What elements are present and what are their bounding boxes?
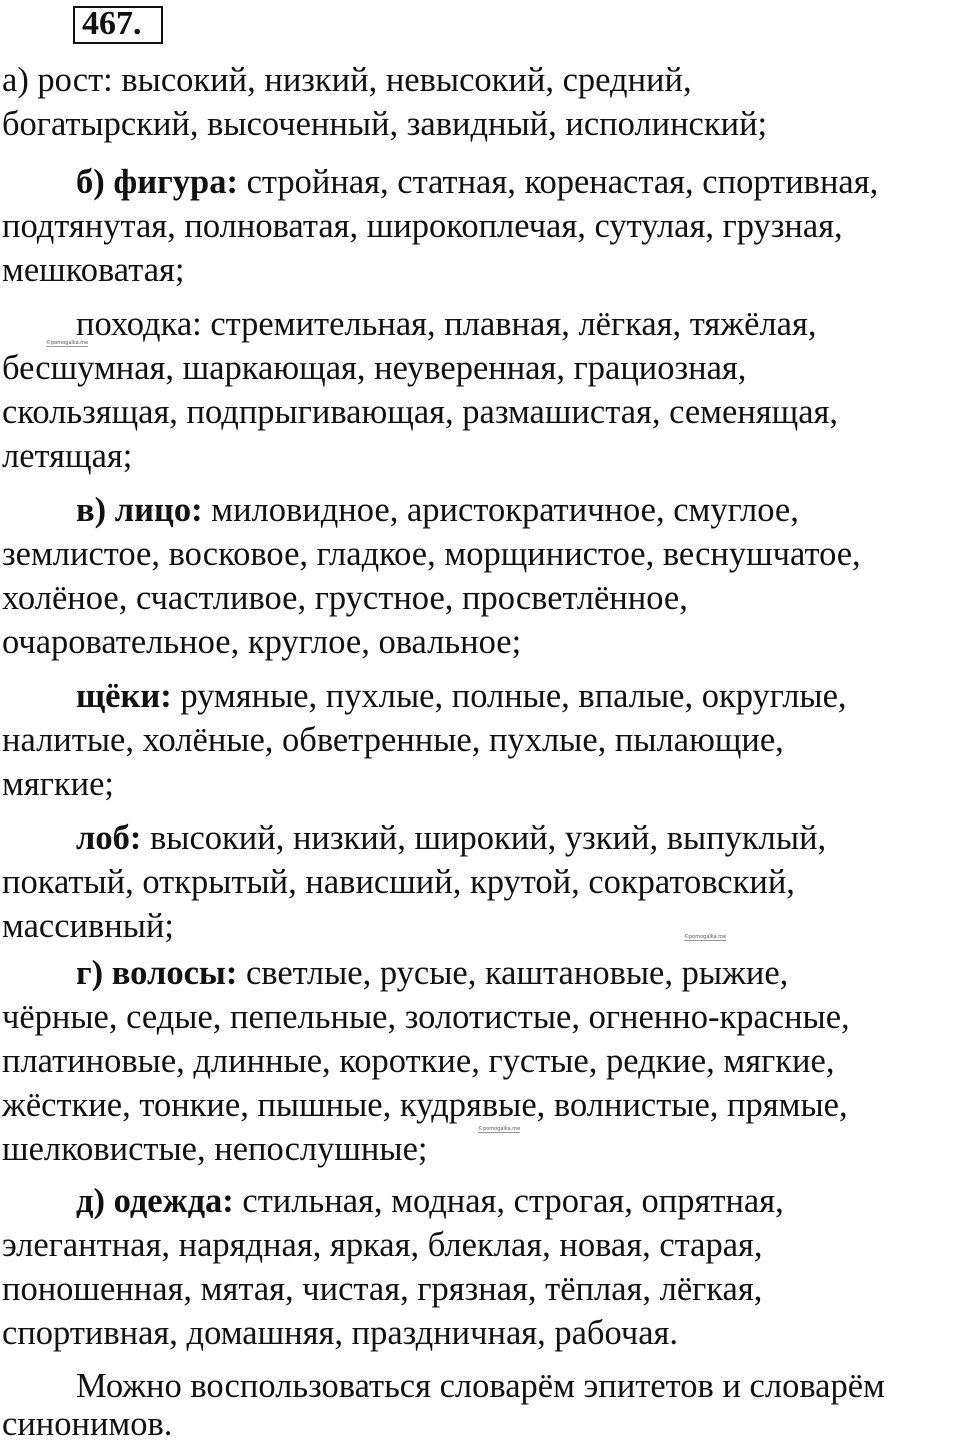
watermark: ©pomogalka.me xyxy=(46,340,89,346)
text-line: подтянутая, полноватая, широкоплечая, сутулая, грузная, xyxy=(2,207,843,245)
text-line: элегантная, нарядная, яркая, блеклая, новая, старая, xyxy=(2,1226,763,1264)
text-line: г) волосы: светлые, русые, каштановые, рыжие, xyxy=(76,954,789,992)
text-line: б) фигура: стройная, статная, коренастая, спортивная, xyxy=(76,163,879,201)
text-line: платиновые, длинные, короткие, густые, редкие, мягкие, xyxy=(2,1042,835,1080)
text-line: Можно воспользоваться словарём эпитетов и словарём xyxy=(76,1367,885,1405)
text-line: покатый, открытый, нависший, крутой, сократовский, xyxy=(2,863,795,901)
text-line: походка: стремительная, плавная, лёгкая, тяжёлая, xyxy=(76,305,817,343)
text-line: бесшумная, шаркающая, неуверенная, грациозная, xyxy=(2,349,747,387)
text-line: землистое, восковое, гладкое, морщинистое, веснушчатое, xyxy=(2,535,861,573)
text-line: щёки: румяные, пухлые, полные, впалые, округлые, xyxy=(76,677,847,715)
text-line: жёсткие, тонкие, пышные, кудрявые, волнистые, прямые, xyxy=(2,1086,848,1124)
text-line: в) лицо: миловидное, аристократичное, смуглое, xyxy=(76,491,799,529)
text-line: налитые, холёные, обветренные, пухлые, пылающие, xyxy=(2,721,784,759)
text-line: спортивная, домашняя, праздничная, рабочая. xyxy=(2,1314,679,1352)
text-line: синонимов. xyxy=(2,1405,173,1443)
text-line: скользящая, подпрыгивающая, размашистая, семенящая, xyxy=(2,393,839,431)
text-line: чёрные, седые, пепельные, золотистые, огненно-красные, xyxy=(2,998,850,1036)
watermark: ©pomogalka.me xyxy=(684,934,727,940)
text-line: летящая; xyxy=(2,437,133,475)
watermark: ©pomogalka.me xyxy=(478,1126,521,1132)
text-line: лоб: высокий, низкий, широкий, узкий, выпуклый, xyxy=(76,819,827,857)
text-line: д) одежда: стильная, модная, строгая, опрятная, xyxy=(76,1182,784,1220)
text-line: мягкие; xyxy=(2,765,114,803)
text-line: холёное, счастливое, грустное, просветлённое, xyxy=(2,579,688,617)
text-line: а) рост: высокий, низкий, невысокий, средний, xyxy=(2,61,692,99)
text-line: шелковистые, непослушные; xyxy=(2,1130,428,1168)
exercise-number: 467. xyxy=(82,5,142,42)
text-line: мешковатая; xyxy=(2,251,185,289)
text-line: поношенная, мятая, чистая, грязная, тёплая, лёгкая, xyxy=(2,1270,763,1308)
text-line: массивный; xyxy=(2,907,174,945)
text-line: богатырский, высоченный, завидный, исполинский; xyxy=(2,105,768,143)
text-line: очаровательное, круглое, овальное; xyxy=(2,623,522,661)
